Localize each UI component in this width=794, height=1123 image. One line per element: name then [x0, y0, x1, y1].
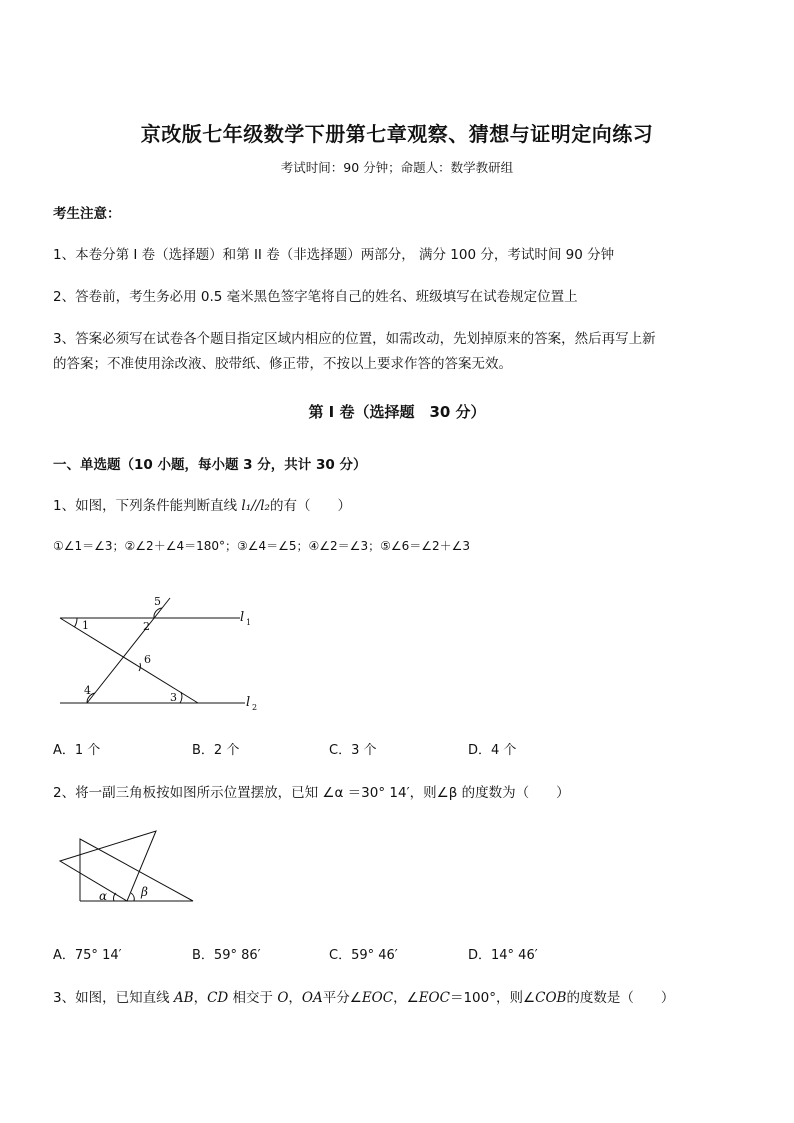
q3-mid2: 平分∠	[322, 990, 362, 1006]
question-3-text	[53, 986, 674, 1006]
fig1-label-l1-sub: 1	[246, 618, 252, 627]
triangle-1	[80, 839, 193, 901]
part-title: 第 I 卷（选择题 30 分）	[308, 403, 486, 421]
fig1-label-6: 6	[144, 653, 151, 666]
question-1-text	[53, 494, 351, 514]
q3-pre: 3、如图，已知直线	[53, 990, 174, 1006]
fig1-label-3: 3	[170, 691, 177, 704]
fig1-label-l2: l	[246, 695, 251, 710]
transversal-2	[87, 598, 170, 703]
question-1-pre: 1、如图，下列条件能判断直线	[53, 498, 242, 514]
question-1-post: 的有（ ）	[269, 498, 351, 514]
question-2-options	[53, 944, 753, 964]
q2-option-d[interactable]: D．14° 46′	[468, 948, 538, 963]
q3-eoc: EOC	[361, 990, 394, 1006]
question-1-options	[53, 739, 753, 759]
q3-o: O	[277, 990, 289, 1006]
fig2-label-beta: β	[141, 885, 148, 899]
angle-arc-1	[75, 618, 78, 627]
page-title: 京改版七年级数学下册第七章观察、猜想与证明定向练习	[140, 122, 654, 146]
q3-val: ＝100°	[449, 990, 496, 1006]
q3-cd: CD	[207, 990, 229, 1006]
notice-item-1: 1、本卷分第 I 卷（选择题）和第 II 卷（非选择题）两部分， 满分 100 分，考试时间 90 分钟	[53, 247, 615, 263]
notice-item-3-cont: 的答案；不准使用涂改液、胶带纸、修正带，不按以上要求作答的答案无效。	[53, 356, 512, 372]
fig2-label-alpha: α	[99, 889, 108, 903]
q3-cob: COB	[535, 990, 567, 1006]
q3-mid1: 相交于	[228, 990, 278, 1006]
q3-mid3: ，则∠	[496, 990, 536, 1006]
angle-arc-beta	[131, 893, 134, 901]
q1-option-c[interactable]: C．3 个	[329, 743, 377, 758]
q3-oa: OA	[301, 990, 323, 1006]
notice-item-2: 2、答卷前，考生务必用 0.5 毫米黑色签字笔将自己的姓名、班级填写在试卷规定位置上	[53, 289, 578, 305]
notice-item-3: 3、答案必须写在试卷各个题目指定区域内相应的位置，如需改动，先划掉原来的答案，然后再写上新	[53, 331, 656, 347]
fig1-label-l1: l	[240, 610, 245, 625]
q1-option-a[interactable]: A．1 个	[53, 743, 101, 758]
fig1-label-5: 5	[154, 595, 161, 608]
question-2-text: 2、将一副三角板按如图所示位置摆放，已知 ∠α ＝30° 14′，则∠β 的度数为（ ）	[53, 785, 570, 801]
figure-set-squares	[55, 825, 205, 910]
q2-option-b[interactable]: B．59° 86′	[192, 948, 261, 963]
q3-sep2: ，	[288, 990, 302, 1006]
q3-ab: AB	[173, 990, 194, 1006]
fig1-label-4: 4	[84, 684, 91, 697]
q1-option-b[interactable]: B．2 个	[192, 743, 240, 758]
section-heading: 一、单选题（10 小题，每小题 3 分，共计 30 分）	[53, 457, 367, 473]
q3-sep3: ，∠	[393, 990, 419, 1006]
fig1-label-1: 1	[82, 619, 89, 632]
angle-arc-3	[180, 692, 182, 703]
q2-option-c[interactable]: C．59° 46′	[329, 948, 398, 963]
transversal-1	[60, 618, 198, 703]
question-1-math: l₁//l₂	[241, 498, 270, 514]
figure-parallel-lines	[50, 590, 280, 720]
fig1-label-l2-sub: 2	[252, 703, 258, 712]
q3-sep1: ，	[193, 990, 208, 1006]
exam-meta: 考试时间：90 分钟；命题人：数学教研组	[280, 160, 514, 175]
fig1-label-2: 2	[143, 620, 150, 633]
q3-eoc2: EOC	[418, 990, 450, 1006]
q2-option-a[interactable]: A．75° 14′	[53, 948, 122, 963]
q1-option-d[interactable]: D．4 个	[468, 743, 517, 758]
notice-heading: 考生注意：	[53, 206, 121, 222]
question-1-conditions: ①∠1＝∠3；②∠2＋∠4＝180°；③∠4＝∠5；④∠2＝∠3；⑤∠6＝∠2＋∠3	[53, 539, 471, 553]
q3-post: 的度数是（ ）	[566, 990, 675, 1006]
